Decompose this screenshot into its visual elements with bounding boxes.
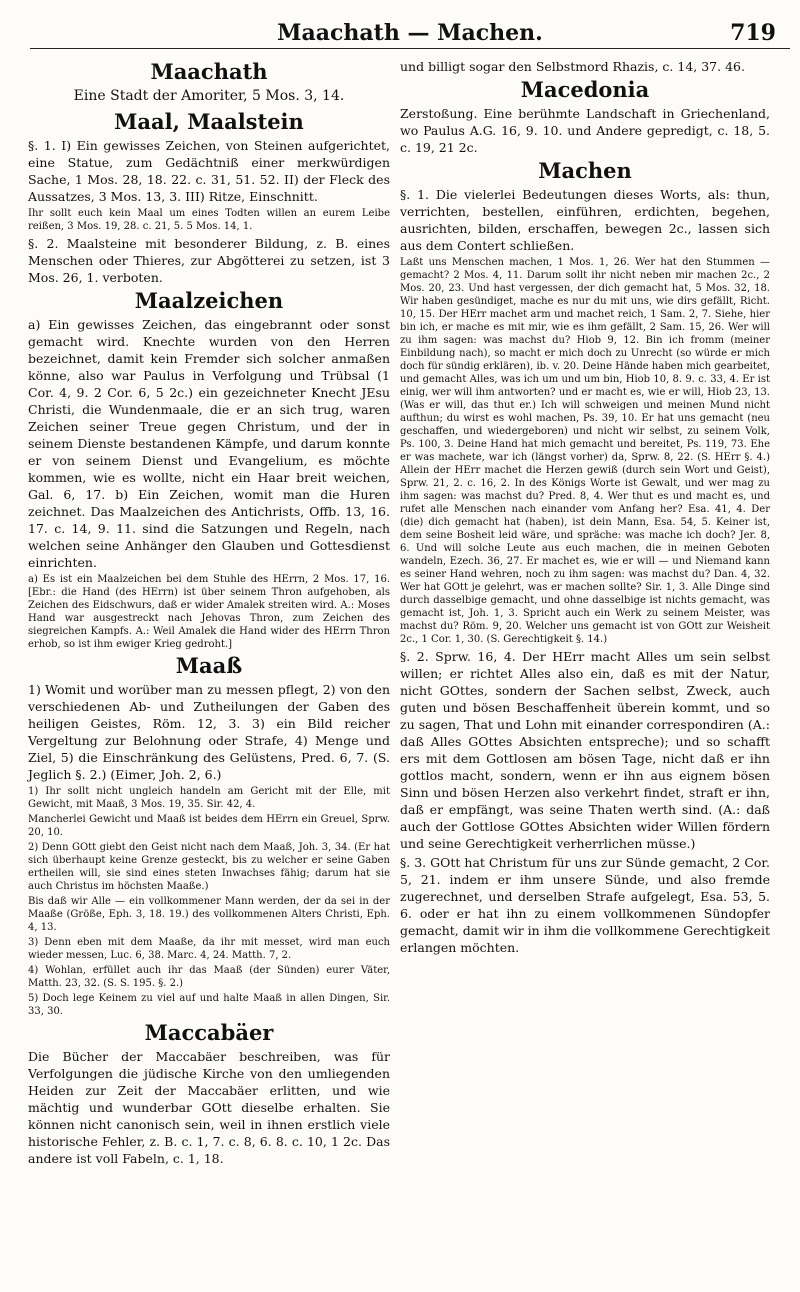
macedonia-paragraph: Zerstoßung. Eine berühmte Landschaft in Griechenland, wo Paulus A.G. 16, 9. 10. und Andere gepredigt, c. 18, 5. c. 19, 21 2c. <box>400 106 770 155</box>
page-header <box>30 8 790 49</box>
maass-citation-6: 4) Wohlan, erfüllet auch ihr das Maaß (der Sünden) eurer Väter, Matth. 23, 32. (S. S. 195. §. 2.) <box>28 965 390 989</box>
machen-paragraph-3: §. 3. GOtt hat Christum für uns zur Sünde gemacht, 2 Cor. 5, 21. indem er ihm unsere Sünde, und also fremde zugerechnet, und derselben Strafe aufgelegt, Esa. 53, 5. 6. oder er hat ihn zu einem vollkommenen Sündopfer gemacht, damit wir in ihm die vollkommene Gerechtigkeit erlangen möchten. <box>400 855 770 955</box>
maalzeichen-citation: a) Es ist ein Maalzeichen bei dem Stuhle des HErrn, 2 Mos. 17, 16. [Ebr.: die Hand (des HErrn) ist über seinem Thron aufgehoben, als Zeichen des Eidschwurs, daß er wider Amalek streiten wird. A.: Moses Hand war ausgestreckt nach Jehovas Thron, zum Zeichen des siegreichen Kampfs. A.: Weil Amalek die Hand wider des HErrn Thron erhob, so ist ihm ewiger Krieg gedroht.] <box>28 574 390 650</box>
maal-paragraph-2: §. 2. Maalsteine mit besonderer Bildung, z. B. eines Menschen oder Thieres, zur Abgötterei zu setzen, ist 3 Mos. 26, 1. verboten. <box>28 236 390 285</box>
entry-heading-macedonia: Macedonia <box>520 77 650 102</box>
maass-paragraph: 1) Womit und worüber man zu messen pflegt, 2) von den verschiedenen Ab- und Zutheilungen der Gaben des heiligen Geistes, Röm. 12, 3. 3) ein Bild reicher Vergeltung zur Belohnung oder Strafe, 4) Menge und Ziel, 5) die Einschränkung des Gelüstens, Pred. 6, 7. (S. Jeglich §. 2.) (Eimer, Joh. 2, 6.) <box>28 682 390 782</box>
right-column <box>400 58 770 958</box>
entry-heading-maachath: Maachath <box>150 59 268 84</box>
page-number: 719 <box>730 20 776 46</box>
maass-citation-4: Bis daß wir Alle — ein vollkommener Mann werden, der da sei in der Maaße (Größe, Eph. 3, 18. 19.) des vollkommenen Alters Christi, Eph. 4, 13. <box>28 896 390 933</box>
maass-citation-7: 5) Doch lege Keinem zu viel auf und halte Maaß in allen Dingen, Sir. 33, 30. <box>28 993 390 1017</box>
entry-heading-maass: Maaß <box>175 653 243 678</box>
maass-citation-1: 1) Ihr sollt nicht ungleich handeln am Gericht mit der Elle, mit Gewicht, mit Maaß, 3 Mos. 19, 35. Sir. 42, 4. <box>28 786 390 810</box>
running-title: Maachath — Machen. <box>277 20 543 46</box>
maass-citation-2: Mancherlei Gewicht und Maaß ist beides dem HErrn ein Greuel, Sprw. 20, 10. <box>28 814 390 838</box>
entry-heading-maccabaeer: Maccabäer <box>144 1020 274 1045</box>
maalzeichen-paragraph: a) Ein gewisses Zeichen, das eingebrannt oder sonst gemacht wird. Knechte wurden von den Herren bezeichnet, damit kein Fremder sich solcher anmaßen könne, also war Paulus in Verfolgung und Trübsal (1 Cor. 4, 9. 2 Cor. 6, 5 2c.) ein gezeichneter Knecht JEsu Christi, die Wundenmaale, die er an sich trug, waren Zeichen seiner Treue gegen Christum, und der in seinem Dienste bestandenen Kämpfe, und darum konnte er von seinem Dienst und Evangelium, es möchte kommen, wie es wollte, nicht ein Haar breit weichen, Gal. 6, 17. b) Ein Zeichen, womit man die Huren zeichnet. Das Maalzeichen des Antichrists, Offb. 13, 16. 17. c. 14, 9. 11. sind die Satzungen und Regeln, nach welchen seine Anhänger den Glauben und Gottesdienst einrichten. <box>28 317 390 570</box>
machen-paragraph-1: §. 1. Die vielerlei Bedeutungen dieses Worts, als: thun, verrichten, bestellen, einführen, erdichten, begehen, ausrichten, bilden, erschaffen, bewegen 2c., lassen sich aus dem Contert schließen. <box>400 187 770 253</box>
entry-heading-maal: Maal, Maalstein <box>114 109 304 134</box>
maass-citation-5: 3) Denn eben mit dem Maaße, da ihr mit messet, wird man euch wieder messen, Luc. 6, 38. Marc. 4, 24. Matth. 7, 2. <box>28 937 390 961</box>
entry-text-maachath: Eine Stadt der Amoriter, 5 Mos. 3, 14. <box>73 88 345 104</box>
entry-heading-maalzeichen: Maalzeichen <box>134 288 284 313</box>
maass-citation-3: 2) Denn GOtt giebt den Geist nicht nach dem Maaß, Joh. 3, 34. (Er hat sich überhaupt keine Grenze gesteckt, bis zu welcher er seine Gaben ertheilen will, sie sind eines steten Inwachses fähig; darum hat sie auch Christus im höchsten Maaße.) <box>28 842 390 892</box>
entry-heading-machen: Machen <box>538 158 632 183</box>
maal-paragraph-1: §. 1. I) Ein gewisses Zeichen, von Steinen aufgerichtet, eine Statue, zum Gedächtniß einer merkwürdigen Sache, 1 Mos. 28, 18. 22. c. 31, 51. 52. II) der Fleck des Aussatzes, 3 Mos. 13, 3. III) Ritze, Einschnitt. <box>28 138 390 204</box>
left-column <box>28 58 390 1169</box>
maal-citation-1: Ihr sollt euch kein Maal um eines Todten willen an eurem Leibe reißen, 3 Mos. 19, 28. c. 21, 5. 5 Mos. 14, 1. <box>28 208 390 232</box>
maccabaeer-paragraph: Die Bücher der Maccabäer beschreiben, was für Verfolgungen die jüdische Kirche von den umliegenden Heiden zur Zeit der Maccabäer erlitten, und wie mächtig und wunderbar GOtt dieselbe erhalten. Sie können nicht canonisch sein, weil in ihnen erstlich viele historische Fehler, z. B. c. 1, 7. c. 8, 6. 8. c. 10, 1 2c. Das andere ist voll Fabeln, c. 1, 18. <box>28 1049 390 1166</box>
machen-citations: Laßt uns Menschen machen, 1 Mos. 1, 26. Wer hat den Stummen — gemacht? 2 Mos. 4, 11. Darum sollt ihr nicht neben mir machen 2c., 2 Mos. 20, 23. Und hast vergessen, der dich gemacht hat, 5 Mos. 32, 18. Wir haben gesündiget, mache es nur du mit uns, wie dirs gefällt, Richt. 10, 15. Der HErr machet arm und machet reich, 1 Sam. 2, 7. Siehe, hier bin ich, er mache es mit mir, wie es ihm gefällt, 2 Sam. 15, 26. Wer will zu ihm sagen: was machst du? Hiob 9, 12. Bin ich fromm (meiner Einbildung nach), so macht er mich doch zu Unrecht (so würde er mich doch für sündig erklären), ib. v. 20. Deine Hände haben mich gearbeitet, und gemacht Alles, was ich um und um bin, Hiob 10, 8. 9. c. 33, 4. Er ist einig, wer will ihm antworten? und er macht es, wie er will, Hiob 23, 13. (Was er will, das thut er.) Ich will schweigen und meinen Mund nicht aufthun; du wirst es wohl machen, Ps. 39, 10. Er hat uns gemacht (neu geschaffen, und wiedergeboren) und nicht wir selbst, zu seinem Volk, Ps. 100, 3. Deine Hand hat mich gemacht und bereitet, Ps. 119, 73. Ehe er was machete, war ich (längst vorher) da, Sprw. 8, 22. (S. HErr §. 4.) Allein der HErr machet die Herzen gewiß (durch sein Wort und Geist), Sprw. 21, 2. c. 16, 2. In des Königs Worte ist Gewalt, und wer mag zu ihm sagen: was machst du? Pred. 8, 4. Wer thut es und macht es, und rufet alle Menschen nach einander vom Anfang her? Esa. 41, 4. Der (die) dich gemacht hat (haben), ist dein Mann, Esa. 54, 5. Keiner ist, dem seine Bosheit leid wäre, und spräche: was mache ich doch? Jer. 8, 6. Und will solche Leute aus euch machen, die in meinen Geboten wandeln, Ezech. 36, 27. Er machet es, wie er will — und Niemand kann es seiner Hand wehren, noch zu ihm sagen: was machst du? Dan. 4, 32. Wer hat GOtt je gelehrt, was er machen sollte? Sir. 1, 3. Alle Dinge sind durch dasselbige gemacht, und ohne dasselbige ist nichts gemacht, was gemacht ist, Joh. 1, 3. Spricht auch ein Werk zu seinem Meister, was machst du? Röm. 9, 20. Welcher uns gemacht ist von GOtt zur Weisheit 2c., 1 Cor. 1, 30. (S. Gerechtigkeit §. 14.) <box>400 257 770 645</box>
maccabaeer-continuation: und billigt sogar den Selbstmord Rhazis, c. 14, 37. 46. <box>400 59 745 74</box>
machen-paragraph-2: §. 2. Sprw. 16, 4. Der HErr macht Alles um sein selbst willen; er richtet Alles also ein, daß es mit der Natur, nicht GOttes, sondern der Sachen selbst, Zweck, auch guten und bösen Beschaffenheit überein kommt, und so zu sagen, That und Lohn mit einander correspondiren (A.: daß Alles GOttes Absichten entspreche); und so schafft ers mit dem Gottlosen am bösen Tage, nicht daß er ihn gottlos macht, sondern, wenn er ihn aus eignem bösen Sinn und bösen Herzen also verkehrt findet, straft er ihn, daß er empfängt, was seine Thaten werth sind. (A.: daß auch der Gottlose GOttes Absichten wider Willen fördern und seine Gerechtigkeit verherrlichen müsse.) <box>400 649 770 851</box>
